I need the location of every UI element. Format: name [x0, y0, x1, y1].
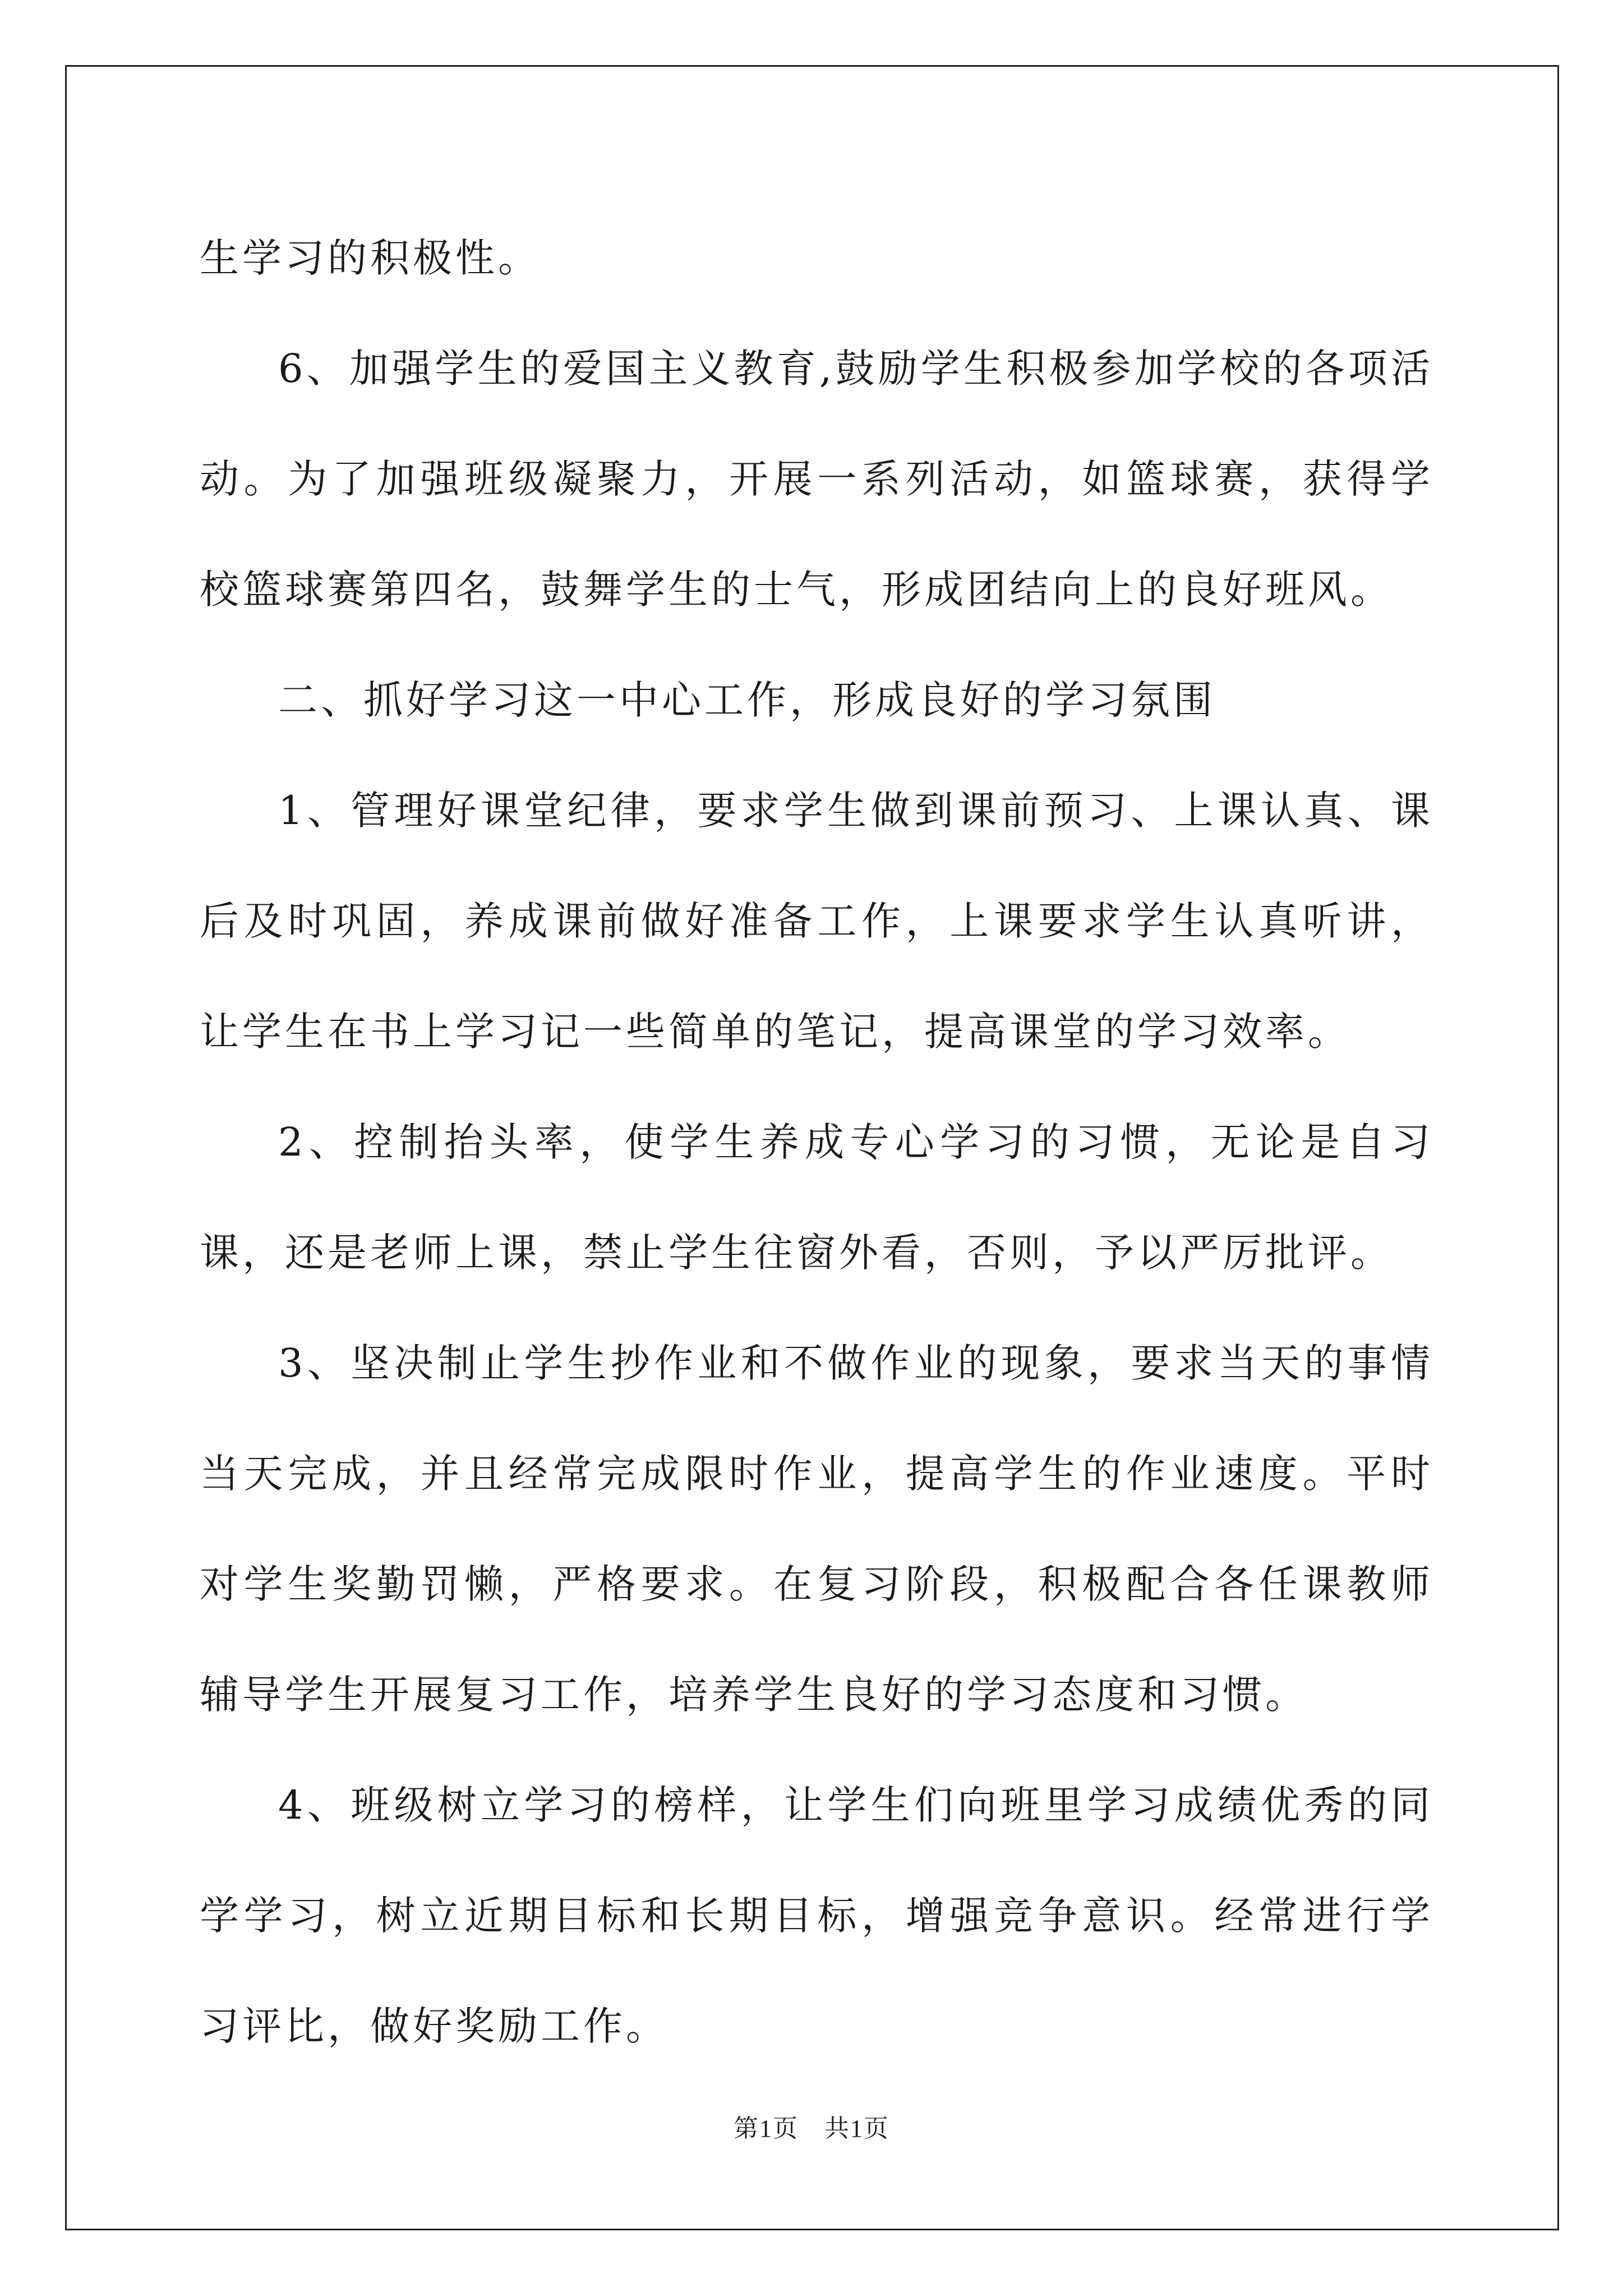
paragraph: 3、坚决制止学生抄作业和不做作业的现象，要求当天的事情当天完成，并且经常完成限时作业，提高学生的作业速度。平时对学生奖勤罚懒，严格要求。在复习阶段，积极配合各任课教师辅导学生开展复习工作，培养学生良好的学习态度和习惯。 — [200, 1340, 1433, 1718]
paragraph: 4、班级树立学习的榜样，让学生们向班里学习成绩优秀的同学学习，树立近期目标和长期目标，增强竞争意识。经常进行学习评比，做好奖励工作。 — [200, 1782, 1433, 2049]
paragraph: 2、控制抬头率，使学生养成专心学习的习惯，无论是自习课，还是老师上课，禁止学生往窗外看，否则，予以严厉批评。 — [200, 1119, 1433, 1276]
paragraph: 1、管理好课堂纪律，要求学生做到课前预习、上课认真、课后及时巩固，养成课前做好准备工作，上课要求学生认真听讲，让学生在书上学习记一些简单的笔记，提高课堂的学习效率。 — [200, 788, 1433, 1055]
document-body — [200, 203, 1433, 2082]
section-heading: 二、抓好学习这一中心工作，形成良好的学习氛围 — [278, 677, 1216, 723]
paragraph: 生学习的积极性。 — [200, 235, 541, 281]
paragraph: 6、加强学生的爱国主义教育,鼓励学生积极参加学校的各项活动。为了加强班级凝聚力，开展一系列活动，如篮球赛，获得学校篮球赛第四名，鼓舞学生的士气，形成团结向上的良好班风。 — [200, 346, 1433, 613]
page-number-footer: 第1页 共1页 — [734, 2115, 889, 2142]
